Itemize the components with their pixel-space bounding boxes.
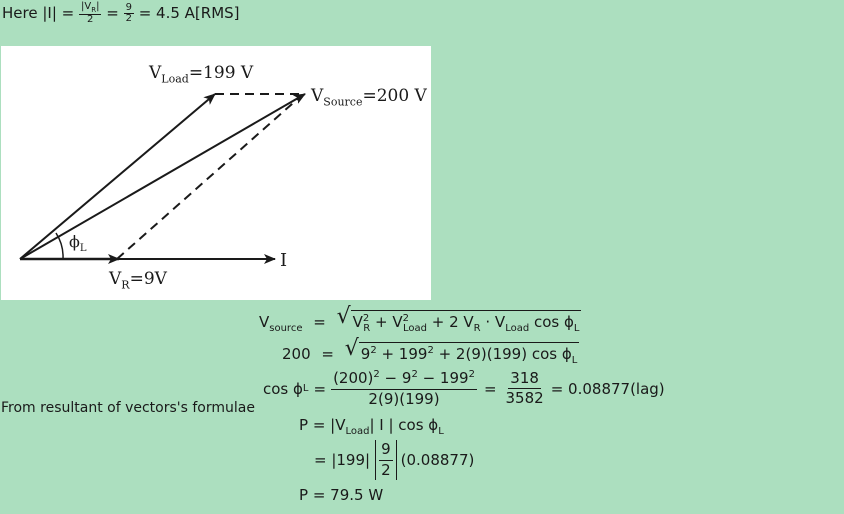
vload-vector <box>20 94 215 259</box>
phi-label: $\phi_L$ <box>69 232 87 255</box>
resultant-formula-label: From resultant of vectors's formulae <box>1 400 255 416</box>
header-result: = 4.5 A[RMS] <box>133 4 240 22</box>
equation-line-4: $P = |V_{Load}|$ I | $\cos \phi_L$ <box>299 416 444 437</box>
equation-line-1: $V_{source}$ = √ $V^2_R + V^2_{Load} + 2$ $V_R \cdot V_{Load}$ $\cos \phi_L$ <box>259 304 580 334</box>
phasor-diagram <box>1 46 431 300</box>
equation-line-2: 200 = √ $9^2 + 199^2 + 2(9)(199)$ $\cos \phi_L$ <box>282 336 578 366</box>
abs-nine-over-two: $\frac{9}{2}$ <box>375 440 397 480</box>
vload-label: $V_{Load}=199$ V <box>149 63 254 86</box>
equation-line-3: cos ϕ L = $\frac{(200)^2 - 9^2 - 199^2}{2(9)(199)}$ = $\frac{318}{3582}$ = 0.08877(lag) <box>263 368 665 408</box>
cos-phi-fraction: $\frac{(200)^2 - 9^2 - 199^2}{2(9)(199)}$ <box>333 369 475 408</box>
nine-over-two-fraction: $\frac{9}{2}$ <box>125 2 132 24</box>
header-prefix: Here |I| = <box>2 4 79 22</box>
vsource-label: $V_{Source}=200$ V <box>311 86 427 109</box>
ratio-fraction: $\frac{318}{3582}$ <box>505 368 544 407</box>
sqrt-numeric: √ $9^2 + 199^2 + 2(9)(199)$ $\cos \phi_L$ <box>344 336 578 366</box>
dashed-diagonal-line <box>117 96 301 259</box>
equation-line-5: = |199| $\frac{9}{2}$ (0.08877) <box>314 440 475 479</box>
equation-line-6: P = 79.5 W <box>299 486 384 504</box>
vr-label: $V_R=9V$ <box>109 269 167 292</box>
header-line: Here |I| = $\frac{|V_R|}{2}$ = $\frac{9}{2}$ = 4.5 A[RMS] <box>2 1 240 25</box>
current-label: I <box>280 250 288 271</box>
vsource-vector <box>20 94 305 259</box>
vr-over-2-fraction: $\frac{|V_R|}{2}$ <box>80 1 100 25</box>
sqrt-vsource: √ $V^2_R + V^2_{Load} + 2$ $V_R \cdot V_{Load}$ $\cos \phi_L$ <box>336 304 580 334</box>
